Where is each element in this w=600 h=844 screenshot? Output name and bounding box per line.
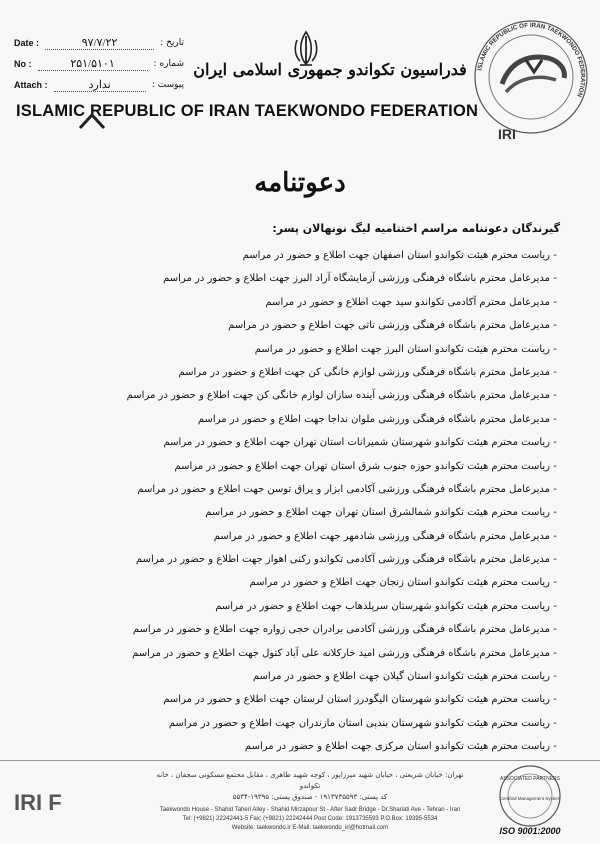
number-label-en: No : xyxy=(14,58,32,69)
recipients-list xyxy=(90,244,560,759)
list-marker: - xyxy=(553,624,557,636)
recipient-text: ریاست محترم هیئت تکواندو شهرستان شمیرانات استان تهران جهت اطلاع و حضور در مراسم xyxy=(163,437,550,449)
footer-divider xyxy=(0,760,600,761)
cert-seal-sub: Certified Management System xyxy=(499,796,561,801)
federation-name-en: ISLAMIC REPUBLIC OF IRAN TAEKWONDO FEDERATION xyxy=(16,102,479,120)
recipient-item xyxy=(90,665,560,688)
list-marker: - xyxy=(553,413,557,425)
list-marker: - xyxy=(553,366,557,378)
recipient-text: ریاست محترم هیئت تکواندو استان گیلان جهت اطلاع و حضور در مراسم xyxy=(252,671,550,683)
footer-address-fa xyxy=(150,770,470,803)
recipient-text: مدیرعامل محترم باشگاه فرهنگی ورزشی آکادمی برادران حجی زواره جهت اطلاع و حضور در مراسم xyxy=(132,624,550,636)
number-value: ۲۵۱/۵۱۰۱ xyxy=(38,57,148,71)
recipient-text: ریاست محترم هیئت تکواندو شهرستان سرپلذهاب جهت اطلاع و حضور در مراسم xyxy=(215,600,550,612)
date-value: ۹۷/۷/۲۲ xyxy=(45,36,154,50)
letter-meta xyxy=(14,32,184,95)
recipient-text: ریاست محترم هیئت تکواندو استان زنجان جهت اطلاع و حضور در مراسم xyxy=(249,577,550,589)
recipient-text: مدیرعامل محترم باشگاه فرهنگی ورزشی لوازم خانگی کن جهت اطلاع و حضور در مراسم xyxy=(178,366,550,378)
attach-label-en: Attach : xyxy=(14,79,48,90)
recipient-text: ریاست محترم هیئت تکواندو حوزه جنوب شرق استان تهران جهت اطلاع و حضور در مراسم xyxy=(174,460,550,472)
recipient-text: مدیرعامل محترم باشگاه فرهنگی ورزشی امید خارکلانه علی آباد کتول جهت اطلاع و حضور در مراسم xyxy=(132,647,550,659)
attach-value: ندارد xyxy=(54,78,146,92)
recipient-item xyxy=(90,455,560,478)
document-title: دعوتنامه xyxy=(254,168,346,198)
recipient-text: مدیرعامل محترم آکادمی تکواندو سید جهت اطلاع و حضور در مراسم xyxy=(265,296,550,308)
list-marker: - xyxy=(553,437,557,449)
recipient-item xyxy=(90,408,560,431)
recipient-item xyxy=(90,267,560,290)
footer-address-en xyxy=(150,806,470,833)
iso-label: ISO 9001:2000 xyxy=(499,826,561,836)
list-marker: - xyxy=(553,507,557,519)
list-marker: - xyxy=(553,741,557,753)
contact-line-en: Tel: (+9821) 22242441-5 Fax: (+9821) 22242444 Post Code: 1913735593 P.O.Box: 19395-5534 xyxy=(182,816,438,822)
list-marker: - xyxy=(553,273,557,285)
recipient-item xyxy=(90,688,560,711)
list-marker: - xyxy=(553,530,557,542)
recipient-item xyxy=(90,642,560,665)
footer-logo: IRI F xyxy=(14,790,62,815)
recipient-text: مدیرعامل محترم باشگاه فرهنگی ورزشی شادمهر جهت اطلاع و حضور در مراسم xyxy=(213,530,550,542)
recipient-item xyxy=(90,291,560,314)
recipient-item xyxy=(90,712,560,735)
recipient-item xyxy=(90,735,560,758)
recipient-item xyxy=(90,525,560,548)
list-marker: - xyxy=(553,671,557,683)
date-label-fa: تاریخ : xyxy=(160,37,184,48)
list-marker: - xyxy=(553,647,557,659)
list-marker: - xyxy=(553,390,557,402)
date-row xyxy=(14,32,184,53)
web-line-en: Website: taekwondo.ir E-Mail: taekwondo_iri@hotmail.com xyxy=(231,825,389,831)
logo-label: IRI xyxy=(498,126,516,142)
address-line-en: Taekwondo House - Shahid Taheri Alley - Shahid Mirzapour St - After Sadr Bridge - Dr.Shariati Ave - Tehran - Iran xyxy=(159,807,461,813)
recipient-item xyxy=(90,595,560,618)
list-marker: - xyxy=(553,554,557,566)
address-line-fa: تهران: خیابان شریعتی ، خیابان شهید میرزاپور ، کوچه شهید طاهری ، مقابل مجتمع مسکونی سجفان ، خانه تکواندو xyxy=(156,771,464,790)
federation-logo-icon xyxy=(472,18,590,136)
recipient-item xyxy=(90,361,560,384)
federation-name-fa: فدراسیون تکواندو جمهوری اسلامی ایران xyxy=(193,60,467,79)
recipient-item xyxy=(90,548,560,571)
list-marker: - xyxy=(553,483,557,495)
recipient-text: ریاست محترم هیئت تکواندو استان مرکزی جهت اطلاع و حضور در مراسم xyxy=(244,741,550,753)
recipient-item xyxy=(90,338,560,361)
recipients-heading: گیرندگان دعوتنامه مراسم اختتامیه لیگ نونهالان پسر: xyxy=(272,222,560,235)
list-marker: - xyxy=(553,296,557,308)
recipient-item xyxy=(90,571,560,594)
recipient-text: مدیرعامل محترم باشگاه فرهنگی ورزشی آکادمی تکواندو رکنی اهواز جهت اطلاع و حضور در مراسم xyxy=(135,554,550,566)
certification-seal-icon xyxy=(490,762,570,830)
number-label-fa: شماره : xyxy=(153,58,184,69)
logo-ring-text: ISLAMIC REPUBLIC OF IRAN TAEKWONDO FEDERATION xyxy=(476,21,587,98)
list-marker: - xyxy=(553,460,557,472)
recipient-item xyxy=(90,431,560,454)
attach-label-fa: پیوست : xyxy=(151,79,184,90)
list-marker: - xyxy=(553,320,557,332)
recipient-text: مدیرعامل محترم باشگاه فرهنگی ورزشی آزمایشگاه آراد البرز جهت اطلاع و حضور در مراسم xyxy=(163,273,550,285)
recipient-item xyxy=(90,314,560,337)
recipient-item xyxy=(90,384,560,407)
recipient-text: ریاست محترم هیئت تکواندو استان اصفهان جهت اطلاع و حضور در مراسم xyxy=(242,250,550,261)
list-marker: - xyxy=(553,600,557,612)
recipient-text: مدیرعامل محترم باشگاه فرهنگی ورزشی آینده سازان لوازم خانگی کن جهت اطلاع و حضور در مراسم xyxy=(126,390,550,402)
recipient-text: مدیرعامل محترم باشگاه فرهنگی ورزشی تاتی جهت اطلاع و حضور در مراسم xyxy=(228,320,550,332)
recipient-text: ریاست محترم هیئت تکواندو شهرستان بندپی استان مازندران جهت اطلاع و حضور در مراسم xyxy=(168,717,550,729)
list-marker: - xyxy=(553,250,557,261)
recipient-item xyxy=(90,618,560,641)
address-line-fa-2: کد پستی: ۱۹۱۳۷۳۵۵۹۳ - صندوق پستی: ۱۹۳۹۵-۵۵۳۴ xyxy=(232,793,388,801)
recipient-text: ریاست محترم هیئت تکواندو شهرستان الیگودرز استان لرستان جهت اطلاع و حضور در مراسم xyxy=(163,694,550,706)
recipient-item xyxy=(90,501,560,524)
list-marker: - xyxy=(553,343,557,355)
date-label-en: Date : xyxy=(14,37,40,48)
recipient-text: ریاست محترم هیئت تکواندو استان البرز جهت اطلاع و حضور در مراسم xyxy=(254,343,550,355)
cert-seal-text: ASSOCIATED PARTNERS xyxy=(499,776,561,782)
list-marker: - xyxy=(553,694,557,706)
chevron-mark-icon xyxy=(78,112,106,130)
number-row xyxy=(14,53,184,74)
recipient-text: ریاست محترم هیئت تکواندو شمالشرق استان تهران جهت اطلاع و حضور در مراسم xyxy=(205,507,550,519)
list-marker: - xyxy=(553,717,557,729)
recipient-item xyxy=(90,244,560,267)
recipient-text: مدیرعامل محترم باشگاه فرهنگی ورزشی ملوان نداجا جهت اطلاع و حضور در مراسم xyxy=(197,413,550,425)
attach-row xyxy=(14,74,184,95)
list-marker: - xyxy=(553,577,557,589)
recipient-item xyxy=(90,478,560,501)
recipient-text: مدیرعامل محترم باشگاه فرهنگی ورزشی آکادمی ابزار و یراق توسن جهت اطلاع و حضور در مراسم xyxy=(137,483,550,495)
